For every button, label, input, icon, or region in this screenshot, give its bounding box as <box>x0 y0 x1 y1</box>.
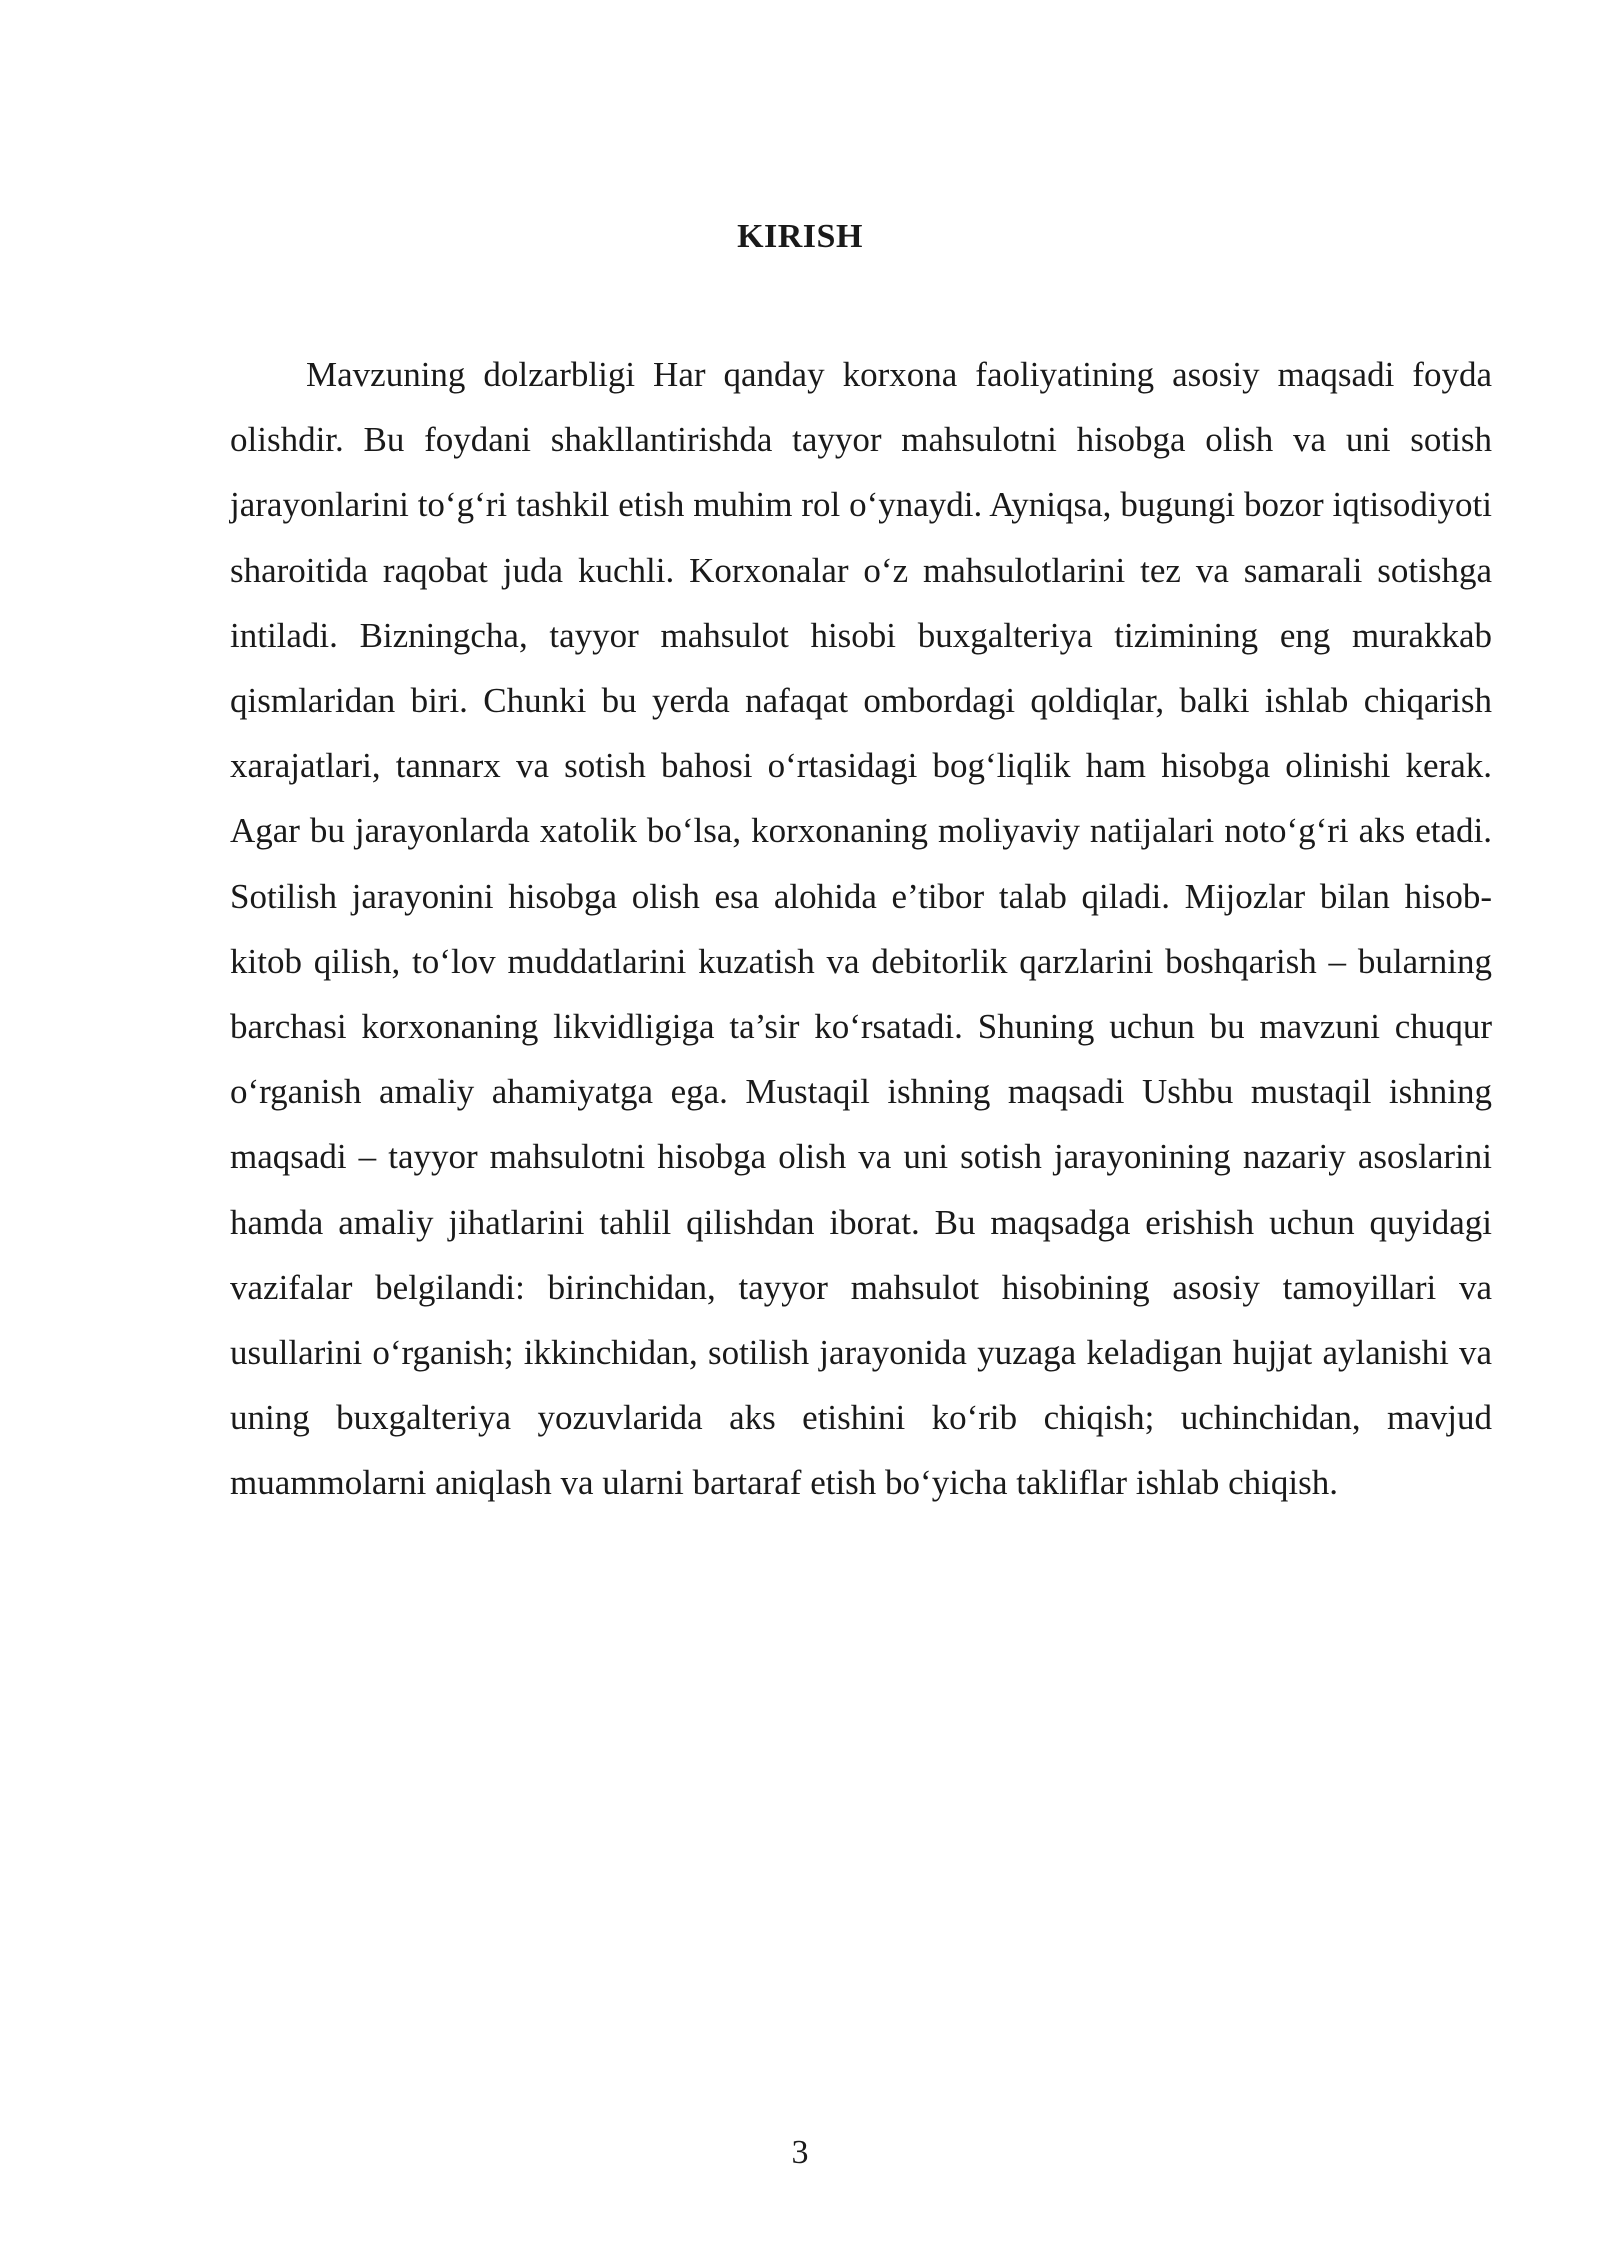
body-paragraph: Mavzuning dolzarbligi Har qanday korxona faoliyatining asosiy maqsadi foyda olishdir. Bu foydani shakllantirishda tayyor mahsulotni hisobga olish va uni sotish jarayonlarini to‘g‘ri tashkil etish muhim rol o‘ynaydi. Ayniqsa, bugungi bozor iqtisodiyoti sharoitida raqobat juda kuchli. Korxonalar o‘z mahsulotlarini tez va samarali sotishga intiladi. Bizningcha, tayyor mahsulot hisobi buxgalteriya tizimining eng murakkab qismlaridan biri. Chunki bu yerda nafaqat ombordagi qoldiqlar, balki ishlab chiqarish xarajatlari, tannarx va sotish bahosi o‘rtasidagi bog‘liqlik ham hisobga olinishi kerak. Agar bu jarayonlarda xatolik bo‘lsa, korxonaning moliyaviy natijalari noto‘g‘ri aks etadi. Sotilish jarayonini hisobga olish esa alohida e’tibor talab qiladi. Mijozlar bilan hisob-kitob qilish, to‘lov muddatlarini kuzatish va debitorlik qarzlarini boshqarish – bularning barchasi korxonaning likvidligiga ta’sir ko‘rsatadi. Shuning uchun bu mavzuni chuqur o‘rganish amaliy ahamiyatga ega. Mustaqil ishning maqsadi Ushbu mustaqil ishning maqsadi – tayyor mahsulotni hisobga olish va uni sotish jarayonining nazariy asoslarini hamda amaliy jihatlarini tahlil qilishdan iborat. Bu maqsadga erishish uchun quyidagi vazifalar belgilandi: birinchidan, tayyor mahsulot hisobining asosiy tamoyillari va usullarini o‘rganish; ikkinchidan, sotilish jarayonida yuzaga keladigan hujjat aylanishi va uning buxgalteriya yozuvlarida aks etishini ko‘rib chiqish; uchinchidan, mavjud muammolarni aniqlash va ularni bartaraf etish bo‘yicha takliflar ishlab chiqish. <box>230 355 1492 1503</box>
page-number: 3 <box>791 2134 809 2171</box>
section-heading: KIRISH <box>737 218 863 255</box>
